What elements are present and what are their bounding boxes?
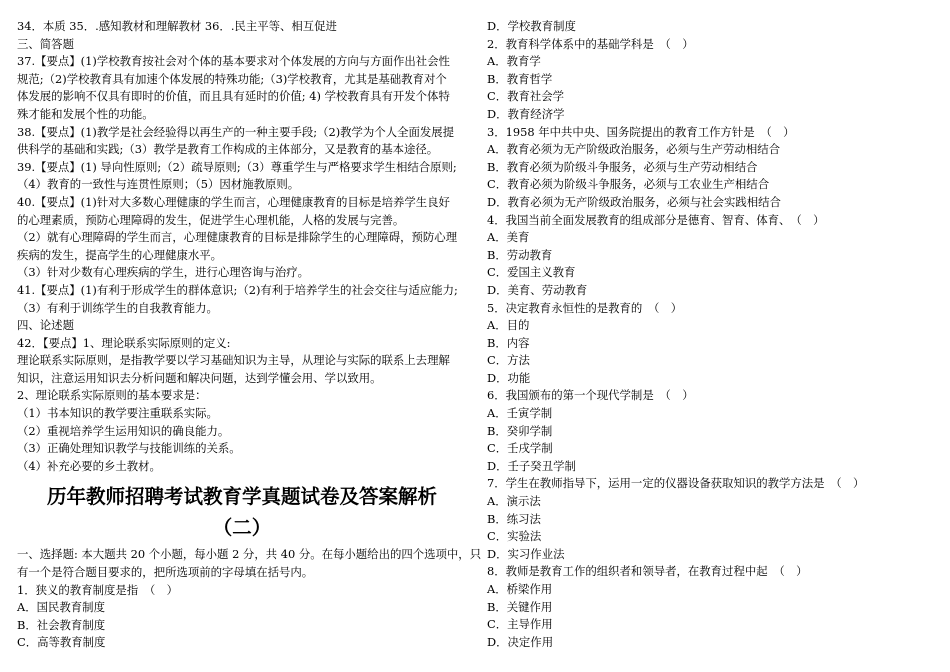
left-text-block-before-title: [17, 18, 467, 475]
text-line: （3）针对少数有心理疾病的学生，进行心理咨询与治疗。: [17, 265, 310, 280]
text-line: A．桥梁作用: [487, 582, 553, 596]
text-line: D．教育经济学: [487, 106, 565, 121]
text-line: 规范;（2)学校教育具有加速个体发展的特殊功能;（3)学校教育，尤其是基础教育对个: [17, 71, 447, 86]
text-line: 8．教师是教育工作的组织者和领导者，在教育过程中起 （ ）: [487, 564, 808, 579]
text-line: A．教育必须为无产阶级政治服务，必须与生产劳动相结合: [487, 142, 780, 157]
text-line: 殊才能和发展个性的功能。: [17, 106, 154, 121]
text-line: 6．我国颁布的第一个现代学制是 （ ）: [487, 388, 694, 403]
text-line: 34．本质 35．.感知教材和理解教材 36．.民主平等、相互促进: [17, 19, 337, 33]
text-line: B．癸卯学制: [487, 423, 553, 438]
text-line: B．关键作用: [487, 599, 553, 614]
document-subtitle: （二）: [212, 516, 272, 540]
right-column: [487, 18, 927, 651]
text-line: 1．狭义的教育制度是指 （ ）: [17, 582, 179, 597]
left-column: [17, 18, 482, 652]
text-line: 42．【要点】1、理论联系实际原则的定义:: [17, 335, 231, 350]
text-line: 2．教育科学体系中的基础学科是 （ ）: [487, 36, 694, 51]
text-line: B．劳动教育: [487, 247, 553, 262]
text-line: D．壬子癸丑学制: [487, 458, 576, 473]
text-line: 知识，注意运用知识去分析问题和解决问题，达到学懂会用、学以致用。: [17, 370, 382, 385]
text-line: 体发展的影响不仅具有即时的价值，而且具有延时的价值; 4) 学校教育具有开发个体特: [17, 89, 450, 104]
text-line: C．高等教育制度: [17, 635, 106, 650]
text-line: C．实验法: [487, 529, 542, 544]
text-line: D．学校教育制度: [487, 19, 576, 33]
text-line: B．练习法: [487, 511, 541, 526]
text-line: D．教育必须为无产阶级政治服务，必须与社会实践相结合: [487, 194, 781, 209]
text-line: 3．1958 年中共中央、国务院提出的教育工作方针是 （ ）: [487, 124, 795, 139]
text-line: 供科学的基础和实践;（3）教学是教育工作构成的主体部分，又是教育的基本途径。: [17, 142, 439, 157]
text-line: D．功能: [487, 370, 531, 385]
left-text-block-after-title: [17, 546, 482, 652]
text-line: 4．我国当前全面发展教育的组成部分是德育、智育、体育、 （ ）: [487, 212, 825, 227]
text-line: C．主导作用: [487, 617, 553, 632]
text-line: C．方法: [487, 353, 530, 368]
text-line: 40.【要点】(1)针对大多数心理健康的学生而言，心理健康教育的目标是培养学生良好: [17, 194, 450, 209]
text-line: A．壬寅学制: [487, 406, 553, 421]
text-line: 39.【要点】(1) 导向性原则;（2）疏导原则;（3）尊重学生与严格要求学生相结合原则;: [17, 159, 457, 174]
text-line: 的心理素质，预防心理障碍的发生，促进学生心理机能，人格的发展与完善。: [17, 212, 405, 227]
text-line: 37.【要点】(1)学校教育按社会对个体的基本要求对个体发展的方向与方面作出社会性: [17, 54, 450, 69]
text-line: 疾病的发生，提高学生的心理健康水平。: [17, 247, 223, 262]
text-line: A．国民教育制度: [17, 600, 105, 615]
text-line: （3）有利于训练学生的自我教育能力。: [17, 300, 218, 315]
text-line: A．目的: [487, 318, 530, 333]
text-line: 有一个是符合题目要求的，把所选项前的字母填在括号内。: [17, 565, 314, 580]
text-line: A．美育: [487, 230, 530, 245]
text-line: B．教育哲学: [487, 71, 553, 86]
text-line: 一、选择题: 本大题共 20 个小题，每小题 2 分，共 40 分。在每小题给出的四个选项中，只: [17, 547, 482, 562]
text-line: D．实习作业法: [487, 546, 565, 561]
text-line: 理论联系实际原则，是指教学要以学习基础知识为主导，从理论与实际的联系上去理解: [17, 353, 450, 368]
text-line: C．爱国主义教育: [487, 265, 576, 280]
document-title: 历年教师招聘考试教育学真题试卷及答案解析: [46, 485, 437, 509]
text-line: （4）教育的一致性与连贯性原则；（5）因材施教原则。: [17, 177, 300, 192]
text-line: （2）重视培养学生运用知识的确良能力。: [17, 423, 230, 438]
text-line: B．内容: [487, 335, 530, 350]
text-line: A．演示法: [487, 494, 541, 509]
text-line: （4）补充必要的乡土教材。: [17, 458, 161, 473]
text-line: C．教育社会学: [487, 89, 565, 104]
text-line: C．教育必须为阶级斗争服务，必须与工农业生产相结合: [487, 177, 770, 192]
text-line: B．教育必须为阶级斗争服务，必须与生产劳动相结合: [487, 159, 758, 174]
text-line: B．社会教育制度: [17, 617, 106, 632]
text-line: 2、理论联系实际原则的基本要求是：: [17, 388, 207, 403]
text-line: （2）就有心理障碍的学生而言，心理健康教育的目标是排除学生的心理障碍，预防心理: [17, 230, 458, 245]
text-line: 41.【要点】(1)有利于形成学生的群体意识;（2)有利于培养学生的社会交往与适应能力;: [17, 282, 458, 297]
text-line: 四、论述题: [17, 318, 74, 333]
text-line: A．教育学: [487, 54, 541, 69]
text-line: （1）书本知识的教学要注重联系实际。: [17, 406, 218, 421]
text-line: （3）正确处理知识教学与技能训练的关系。: [17, 441, 241, 456]
text-line: C．壬戌学制: [487, 441, 553, 456]
text-line: D．决定作用: [487, 634, 554, 649]
text-line: 三、简答题: [17, 36, 74, 51]
text-line: 7．学生在教师指导下，运用一定的仪器设备获取知识的教学方法是 （ ）: [487, 476, 865, 491]
text-line: D．美育、劳动教育: [487, 282, 588, 297]
text-line: 38.【要点】(1)教学是社会经验得以再生产的一种主要手段;（2)教学为个人全面发展提: [17, 124, 455, 139]
text-line: 5．决定教育永恒性的是教育的 （ ）: [487, 300, 683, 315]
